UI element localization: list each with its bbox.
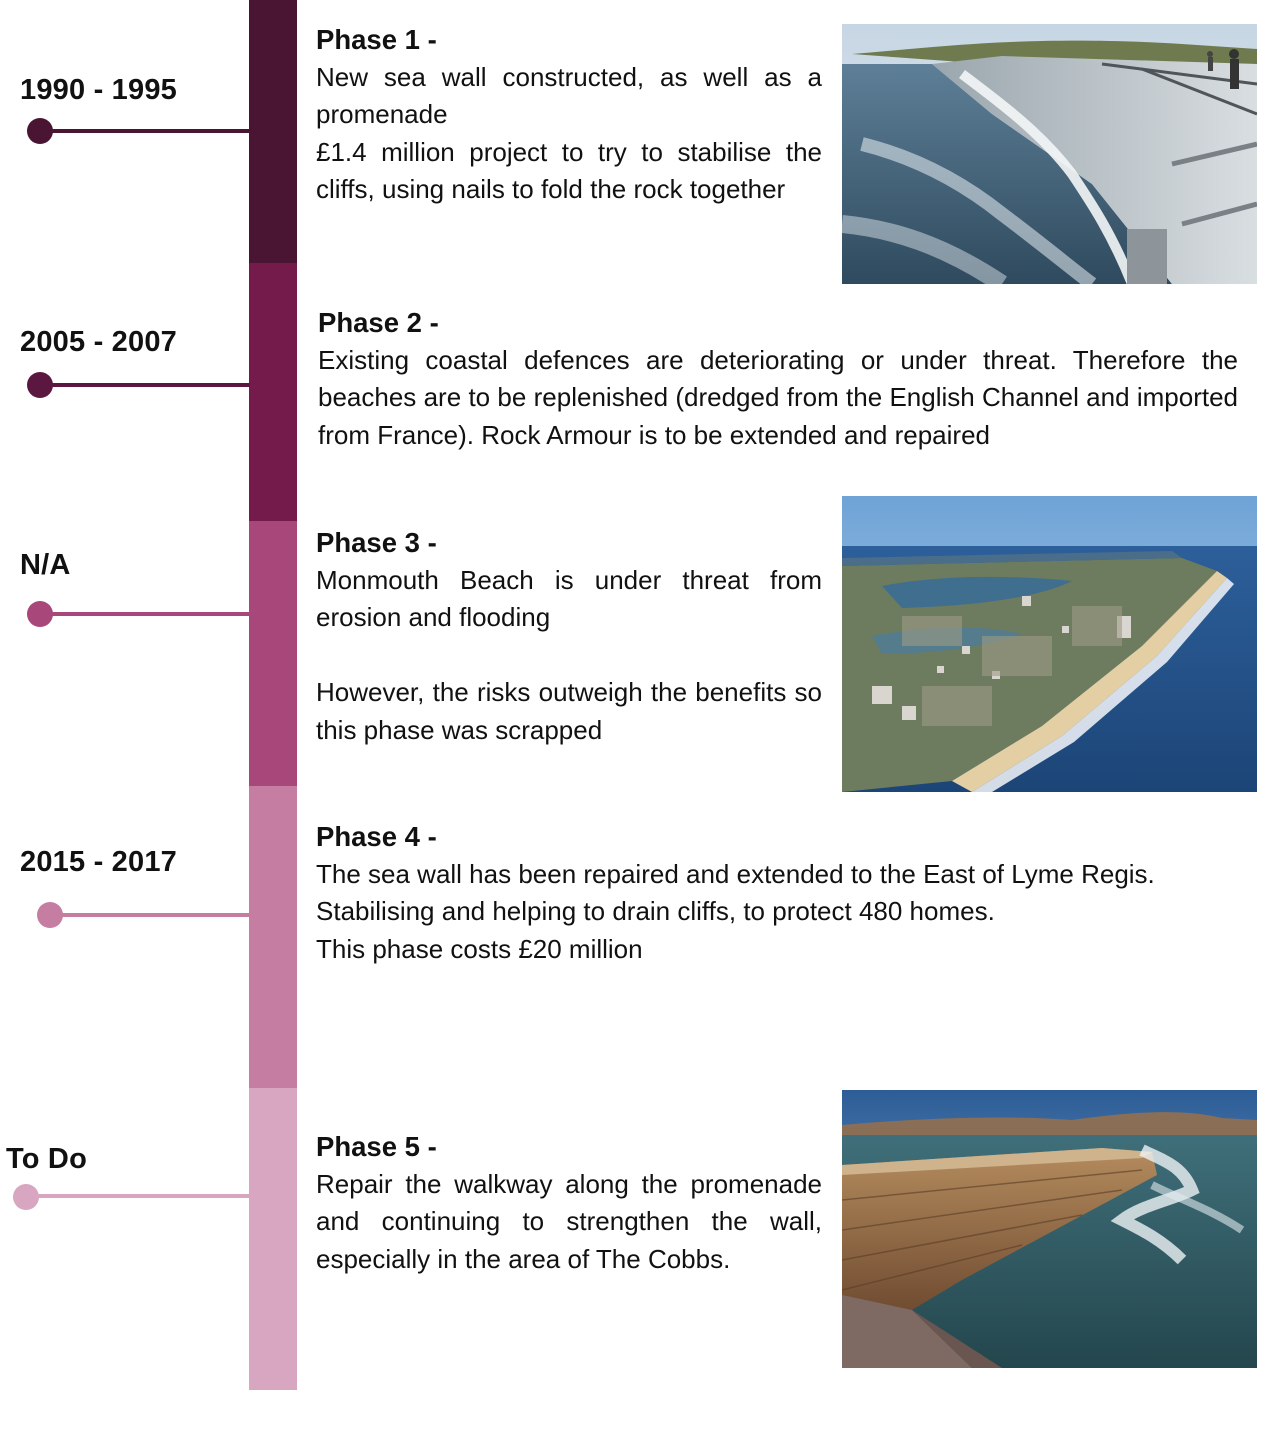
phase-3-title: Phase 3 - <box>316 527 437 558</box>
milestone-marker-1 <box>27 118 53 144</box>
sea-wall-promenade-photo <box>842 24 1257 284</box>
milestone-marker-3 <box>27 601 53 627</box>
milestone-connector-4 <box>50 913 250 917</box>
milestone-marker-2 <box>27 372 53 398</box>
milestone-connector-3 <box>40 612 250 616</box>
milestone-connector-1 <box>40 129 250 133</box>
phase-5-title: Phase 5 - <box>316 1131 437 1162</box>
phase-3-block <box>316 524 822 749</box>
phase-5-block <box>316 1128 822 1278</box>
timeline-segment-3 <box>249 521 297 786</box>
aerial-coastline-photo <box>842 496 1257 792</box>
phase-4-block <box>316 818 1274 968</box>
milestone-date-3: N/A <box>20 549 71 581</box>
phase-4-title: Phase 4 - <box>316 821 437 852</box>
timeline-segment-1 <box>249 0 297 263</box>
phase-4-text-3: This phase costs £20 million <box>316 933 643 964</box>
milestone-connector-2 <box>40 383 250 387</box>
phase-2-block <box>318 304 1238 454</box>
milestone-marker-4 <box>37 902 63 928</box>
phase-4-text-2: Stabilising and helping to drain cliffs, to protect 480 homes. <box>316 896 995 926</box>
milestone-marker-5 <box>13 1184 39 1210</box>
milestone-date-2: 2005 - 2007 <box>20 326 177 358</box>
timeline-segment-5 <box>249 1088 297 1390</box>
phase-3-text-2: However, the risks outweigh the benefits so this phase was scrapped <box>316 677 822 745</box>
milestone-date-4: 2015 - 2017 <box>20 846 177 878</box>
phase-1-text-1: New sea wall constructed, as well as a promenade <box>316 61 822 129</box>
phase-2-title: Phase 2 - <box>318 307 439 338</box>
milestone-date-1: 1990 - 1995 <box>20 74 177 106</box>
timeline-segment-2 <box>249 263 297 521</box>
phase-1-text-2: £1.4 million project to try to stabilise the cliffs, using nails to fold the rock together <box>316 136 822 204</box>
phase-1-title: Phase 1 - <box>316 24 437 55</box>
phase-4-text-1: The sea wall has been repaired and extended to the East of Lyme Regis. <box>316 858 1155 889</box>
milestone-date-5: To Do <box>6 1143 87 1175</box>
timeline-segment-4 <box>249 786 297 1088</box>
cobb-harbour-wall-photo <box>842 1090 1257 1368</box>
phase-3-spacer <box>316 637 822 675</box>
milestone-connector-5 <box>26 1194 250 1198</box>
phase-5-text-1: Repair the walkway along the promenade and continuing to strengthen the wall, especially in the area of The Cobbs. <box>316 1168 822 1274</box>
phase-1-block <box>316 21 822 209</box>
phase-3-text-1: Monmouth Beach is under threat from erosion and flooding <box>316 564 822 632</box>
phase-2-text-1: Existing coastal defences are deteriorating or under threat. Therefore the beaches are to be replenished (dredged from the English Channel and imported from France). Rock Armour is to be extended and repaired <box>318 344 1238 450</box>
